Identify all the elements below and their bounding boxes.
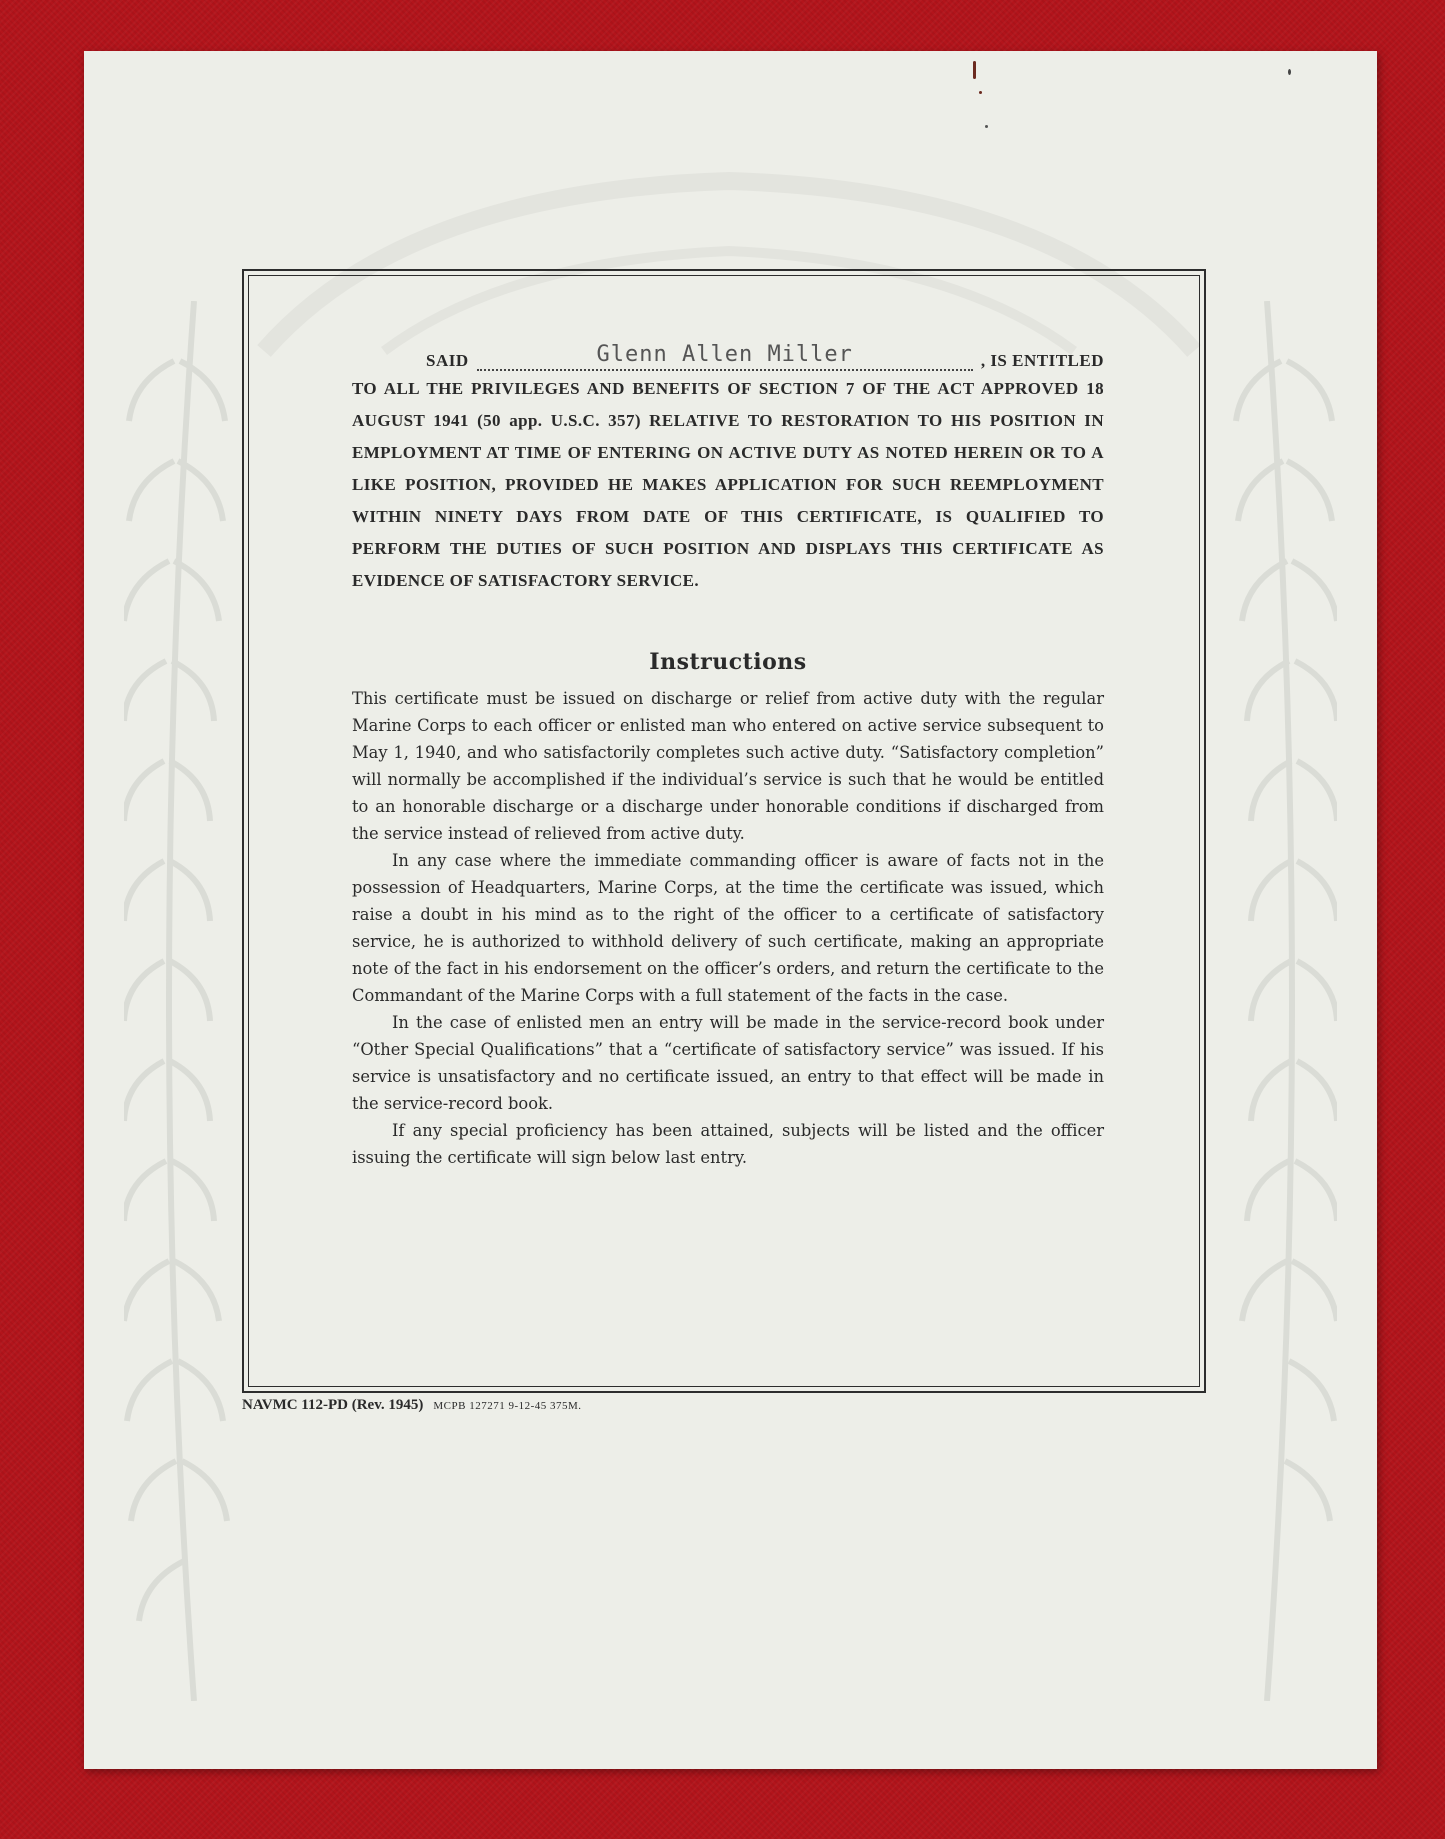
entitled-label: , IS ENTITLED (980, 351, 1104, 370)
name-field (477, 341, 973, 371)
certificate-body (352, 341, 1104, 1171)
wreath-decoration-left (124, 301, 234, 1701)
paper-stain (985, 125, 988, 128)
wreath-decoration-right (1227, 301, 1337, 1701)
recipient-name: Glenn Allen Miller (596, 342, 853, 367)
paper-stain (973, 61, 976, 79)
print-code: MCPB 127271 9-12-45 375M. (433, 1400, 582, 1412)
instructions-paragraph: This certificate must be issued on discharge or relief from active duty with the regular Marine Corps to each officer or enlisted man who entered on active service subsequent to May 1, 1940, and who satisfactorily completes such active duty. “Satisfactory completion” will normally be accomplished if the individual’s service is such that he would be entitled to an honorable discharge or a discharge under honorable conditions if discharged from the service instead of relieved from active duty. (352, 689, 1104, 843)
instructions-paragraph: In the case of enlisted men an entry will be made in the service-record book under “Other Special Qualifications” that a “certificate of satisfactory service” was issued. If his service is unsatisfactory and no certificate issued, an entry to that effect will be made in the service-record book. (352, 1013, 1104, 1113)
instructions-paragraph: In any case where the immediate commanding officer is aware of facts not in the possession of Headquarters, Marine Corps, at the time the certificate was issued, which raise a doubt in his mind as to the right of the officer to a certificate of satisfactory service, he is authorized to withhold delivery of such certificate, making an appropriate note of the fact in his endorsement on the officer’s orders, and return the certificate to the Commandant of the Marine Corps with a full statement of the facts in the case. (352, 851, 1104, 1005)
said-label: SAID (426, 351, 469, 370)
certificate-paper (84, 51, 1377, 1769)
form-footer (242, 1396, 582, 1414)
entitlement-text: TO ALL THE PRIVILEGES AND BENEFITS OF SECTION 7 OF THE ACT APPROVED 18 AUGUST 1941 (50 app. U.S.C. 357) RELATIVE TO RESTORATION TO HIS POSITION IN EMPLOYMENT AT TIME OF ENTERING ON ACTIVE DUTY AS NOTED HEREIN OR TO A LIKE POSITION, PROVIDED HE MAKES APPLICATION FOR SUCH REEMPLOYMENT WITHIN NINETY DAYS FROM DATE OF THIS CERTIFICATE, IS QUALIFIED TO PERFORM THE DUTIES OF SUCH POSITION AND DISPLAYS THIS CERTIFICATE AS EVIDENCE OF SATISFACTORY SERVICE. (352, 379, 1104, 590)
paper-stain (979, 91, 982, 94)
said-line (352, 341, 1104, 371)
form-number: NAVMC 112-PD (Rev. 1945) (242, 1397, 424, 1413)
paper-stain (1288, 69, 1291, 75)
instructions-title: Instructions (649, 649, 807, 675)
instructions-paragraph: If any special proficiency has been attained, subjects will be listed and the officer issuing the certificate will sign below last entry. (352, 1121, 1104, 1167)
